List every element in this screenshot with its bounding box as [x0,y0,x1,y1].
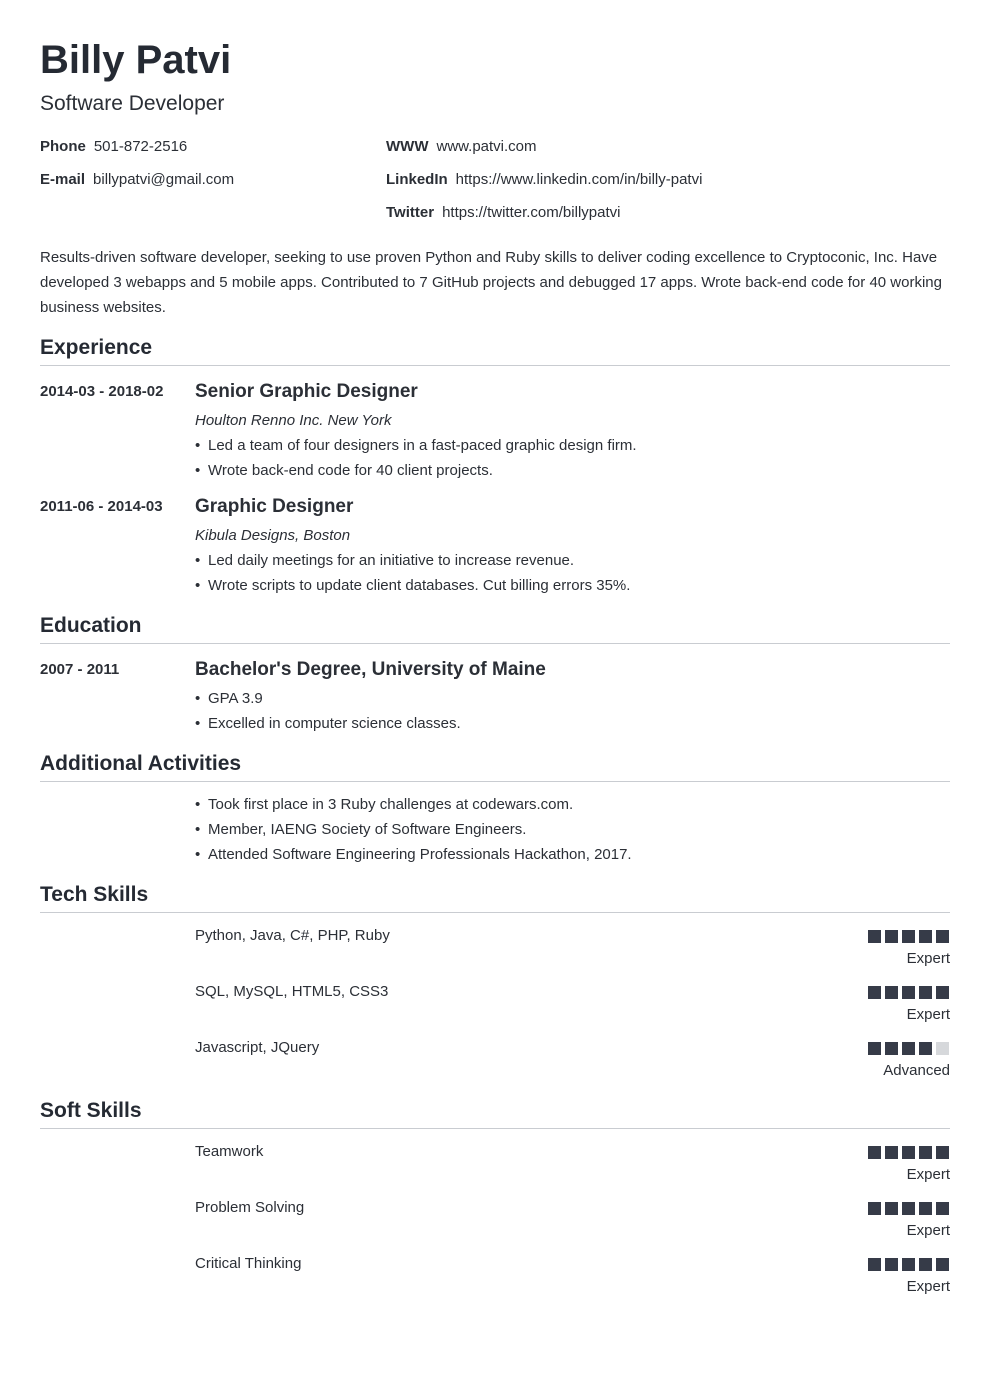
bullet-dot: • [195,796,201,813]
skill-name: SQL, MySQL, HTML5, CSS3 [195,983,389,1000]
rating-square-filled [919,930,932,943]
rating-square-filled [902,1258,915,1271]
contact-linkedin [386,170,702,190]
job-title: Graphic Designer [195,496,354,517]
job-title: Senior Graphic Designer [195,381,418,402]
rating-square-filled [902,1146,915,1159]
rating-square-filled [868,1258,881,1271]
job-bullet-text: Wrote scripts to update client databases. Cut billing errors 35%. [208,577,631,594]
skill-name: Javascript, JQuery [195,1039,320,1056]
skill-level: Expert [906,1278,950,1295]
skill-level: Expert [906,950,950,967]
bullet-dot: • [195,577,201,594]
job-dates: 2014-03 - 2018-02 [40,383,164,400]
soft-skills-heading: Soft Skills [40,1099,142,1122]
linkedin-label: LinkedIn [386,171,448,188]
www-label: WWW [386,138,429,155]
job-bullet [195,461,493,481]
rating-square-filled [868,1146,881,1159]
rating-square-filled [936,1202,949,1215]
contact-phone [40,137,187,157]
contact-www [386,137,537,157]
job-bullet [195,436,637,456]
experience-divider [40,365,950,366]
contact-twitter [386,203,620,223]
twitter-label: Twitter [386,204,435,221]
skill-name: Teamwork [195,1143,264,1160]
rating-square-filled [919,986,932,999]
rating-square-filled [902,1042,915,1055]
rating-square-filled [885,930,898,943]
skill-name: Problem Solving [195,1199,305,1216]
job-bullet-text: Wrote back-end code for 40 client projects. [208,462,493,479]
candidate-title: Software Developer [40,92,225,115]
rating-square-empty [936,1042,949,1055]
rating-square-filled [868,986,881,999]
bullet-dot: • [195,821,201,838]
rating-square-filled [885,1258,898,1271]
rating-square-filled [936,930,949,943]
skill-level: Expert [906,1166,950,1183]
activity-bullet [195,845,632,865]
email-label: E-mail [40,171,86,188]
rating-square-filled [936,986,949,999]
degree-title: Bachelor's Degree, University of Maine [195,659,546,680]
job-bullet-text: Led daily meetings for an initiative to increase revenue. [208,552,575,569]
job-bullet [195,551,574,571]
education-divider [40,643,950,644]
contact-email [40,170,234,190]
experience-heading: Experience [40,336,153,359]
education-bullet-text: Excelled in computer science classes. [208,715,461,732]
job-company: Houlton Renno Inc. New York [195,412,392,429]
phone-value: 501-872-2516 [93,138,188,155]
twitter-link[interactable]: https://twitter.com/billypatvi [442,204,621,221]
rating-square-filled [885,1042,898,1055]
tech-skills-heading: Tech Skills [40,883,149,906]
skill-name: Python, Java, C#, PHP, Ruby [195,927,390,944]
activity-bullet-text: Member, IAENG Society of Software Engineers. [208,821,527,838]
candidate-name: Billy Patvi [40,38,232,82]
rating-square-filled [885,986,898,999]
email-value[interactable]: billypatvi@gmail.com [93,171,235,188]
rating-square-filled [919,1258,932,1271]
activity-bullet [195,820,526,840]
activities-heading: Additional Activities [40,752,242,775]
activity-bullet-text: Took first place in 3 Ruby challenges at codewars.com. [208,796,574,813]
education-bullet [195,689,263,709]
activities-divider [40,781,950,782]
education-heading: Education [40,614,142,637]
www-link[interactable]: www.patvi.com [436,138,537,155]
bullet-dot: • [195,715,201,732]
rating-square-filled [936,1146,949,1159]
rating-square-filled [868,930,881,943]
summary-text: Results-driven software developer, seeking to use proven Python and Ruby skills to deliver coding excellence to Cryptoconic, Inc. Have developed 3 webapps and 5 mobile apps. Contributed to 7 GitHub projects and debugged 17 apps. Wrote back-end code for 40 working business websites. [40,249,942,316]
activity-bullet [195,795,573,815]
rating-square-filled [902,986,915,999]
bullet-dot: • [195,846,201,863]
rating-square-filled [902,1202,915,1215]
job-dates: 2011-06 - 2014-03 [40,498,163,515]
linkedin-link[interactable]: https://www.linkedin.com/in/billy-patvi [455,171,703,188]
rating-square-filled [885,1202,898,1215]
bullet-dot: • [195,690,201,707]
job-bullet-text: Led a team of four designers in a fast-paced graphic design firm. [208,437,637,454]
soft-skills-divider [40,1128,950,1129]
education-bullet [195,714,461,734]
bullet-dot: • [195,552,201,569]
rating-square-filled [919,1202,932,1215]
rating-square-filled [868,1042,881,1055]
activity-bullet-text: Attended Software Engineering Professionals Hackathon, 2017. [208,846,632,863]
skill-level: Advanced [883,1062,950,1079]
job-bullet [195,576,630,596]
rating-square-filled [919,1146,932,1159]
rating-square-filled [902,930,915,943]
tech-skills-divider [40,912,950,913]
rating-square-filled [868,1202,881,1215]
bullet-dot: • [195,462,201,479]
education-bullet-text: GPA 3.9 [208,690,263,707]
rating-square-filled [936,1258,949,1271]
bullet-dot: • [195,437,201,454]
skill-name: Critical Thinking [195,1255,302,1272]
job-company: Kibula Designs, Boston [195,527,351,544]
skill-level: Expert [906,1006,950,1023]
rating-square-filled [885,1146,898,1159]
skill-level: Expert [906,1222,950,1239]
phone-label: Phone [40,138,86,155]
rating-square-filled [919,1042,932,1055]
education-dates: 2007 - 2011 [40,661,120,678]
